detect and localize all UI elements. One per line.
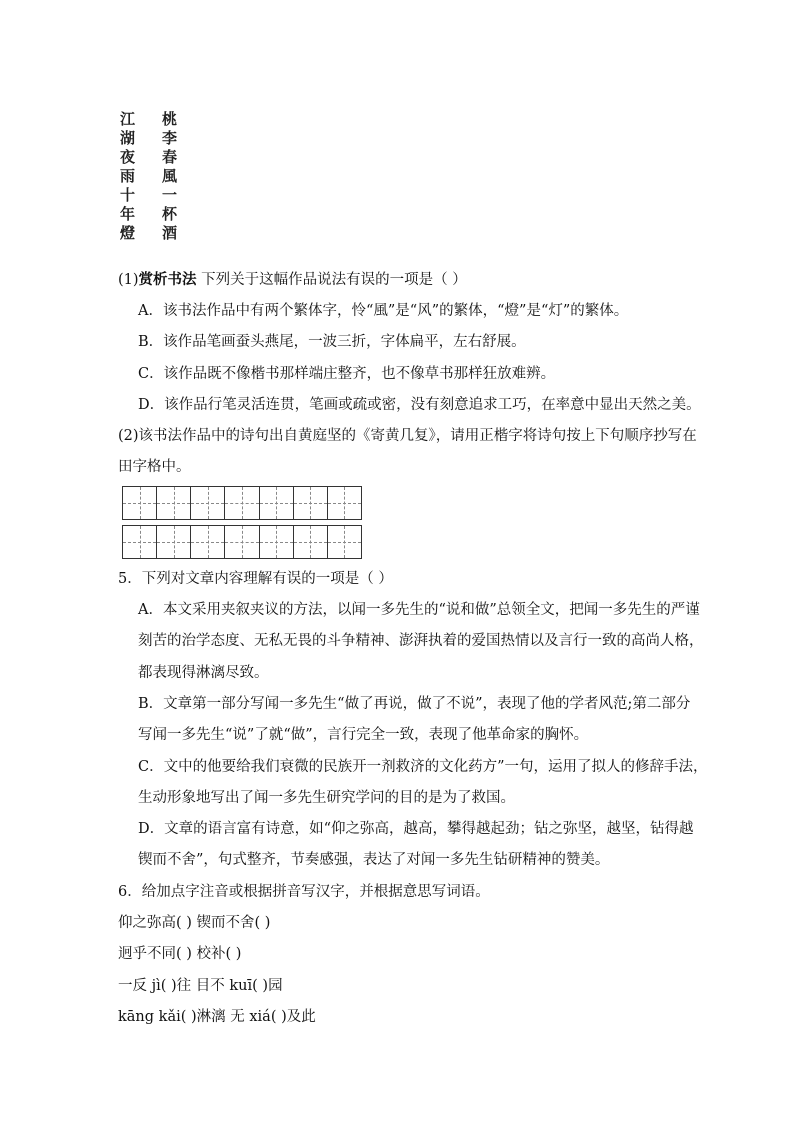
grid-cell[interactable] bbox=[191, 526, 225, 558]
option-c: C．该作品既不像楷书那样端庄整齐，也不像草书那样狂放难辨。 bbox=[138, 366, 556, 382]
question-5-title: 5．下列对文章内容理解有误的一项是（ ） bbox=[118, 571, 393, 587]
option-b: B．该作品笔画蚕头燕尾，一波三折，字体扁平，左右舒展。 bbox=[138, 334, 526, 350]
calligraphy-char: 年 bbox=[120, 205, 136, 223]
calligraphy-char: 桃 bbox=[162, 110, 178, 128]
question-4-2: (2)该书法作品中的诗句出自黄庭坚的《寄黄几复》，请用正楷字将诗句按上下句顺序抄写在 bbox=[118, 428, 697, 444]
calligraphy-artwork bbox=[120, 110, 135, 243]
question-4-2-cont: 田字格中。 bbox=[118, 459, 191, 475]
grid-cell[interactable] bbox=[294, 526, 328, 558]
q5-line: B．文章第一部分写闻一多先生“做了再说，做了不说”，表现了他的学者风范;第二部分 bbox=[138, 696, 691, 712]
calligraphy-char: 風 bbox=[162, 167, 178, 185]
grid-cell[interactable] bbox=[225, 487, 259, 519]
calligraphy-artwork-right bbox=[162, 110, 177, 243]
question-6-title: 6．给加点字注音或根据拼音写汉字，并根据意思写词语。 bbox=[118, 884, 490, 900]
question-number: (1) bbox=[118, 272, 139, 288]
q6-row[interactable]: 迥乎不同( ) 校补( ) bbox=[118, 946, 242, 962]
tianzige-grid-lower[interactable] bbox=[122, 525, 362, 559]
grid-cell[interactable] bbox=[225, 526, 259, 558]
q5-line: 都表现得淋漓尽致。 bbox=[138, 665, 269, 681]
q6-row[interactable]: kāng kǎi( )淋漓 无 xiá( )及此 bbox=[118, 1009, 316, 1025]
calligraphy-char: 夜 bbox=[120, 148, 136, 166]
q6-row[interactable]: 一反 jì( )往 目不 kuī( )园 bbox=[118, 978, 283, 994]
grid-cell[interactable] bbox=[191, 487, 225, 519]
grid-cell[interactable] bbox=[123, 487, 157, 519]
q6-row[interactable]: 仰之弥高( ) 锲而不舍( ) bbox=[118, 915, 271, 931]
tianzige-grid-upper[interactable] bbox=[122, 486, 362, 520]
calligraphy-char: 十 bbox=[120, 186, 136, 204]
calligraphy-char: 一 bbox=[162, 186, 178, 204]
calligraphy-char: 酒 bbox=[162, 224, 178, 242]
grid-cell[interactable] bbox=[123, 526, 157, 558]
grid-cell[interactable] bbox=[328, 487, 361, 519]
calligraphy-char: 江 bbox=[120, 110, 136, 128]
calligraphy-char: 杯 bbox=[162, 205, 178, 223]
calligraphy-char: 李 bbox=[162, 129, 178, 147]
q5-line: 写闻一多先生“说”了就“做”，言行完全一致，表现了他革命家的胸怀。 bbox=[138, 727, 589, 743]
question-bold-label: 赏析书法 bbox=[138, 271, 197, 288]
calligraphy-char: 春 bbox=[162, 148, 178, 166]
calligraphy-char: 雨 bbox=[120, 167, 136, 185]
grid-cell[interactable] bbox=[294, 487, 328, 519]
grid-cell[interactable] bbox=[157, 526, 191, 558]
calligraphy-char: 湖 bbox=[120, 129, 136, 147]
grid-cell[interactable] bbox=[328, 526, 361, 558]
question-4-1 bbox=[118, 270, 467, 290]
grid-cell[interactable] bbox=[157, 487, 191, 519]
q5-line: D．文章的语言富有诗意，如“仰之弥高，越高，攀得越起劲；钻之弥坚，越坚，钻得越 bbox=[138, 821, 694, 837]
question-text: 下列关于这幅作品说法有误的一项是（ ） bbox=[196, 272, 467, 288]
q5-line: 生动形象地写出了闻一多先生研究学问的目的是为了救国。 bbox=[138, 790, 515, 806]
q5-line: C．文中的他要给我们衰微的民族开一剂救济的文化药方”一句，运用了拟人的修辞手法， bbox=[138, 759, 708, 775]
q5-line: 刻苦的治学态度、无私无畏的斗争精神、澎湃执着的爱国热情以及言行一致的高尚人格， bbox=[138, 633, 704, 649]
q5-line: 锲而不舍”，句式整齐，节奏感强，表达了对闻一多先生钻研精神的赞美。 bbox=[138, 852, 610, 868]
grid-cell[interactable] bbox=[260, 487, 294, 519]
q5-line: A．本文采用夹叙夹议的方法，以闻一多先生的“说和做”总领全文，把闻一多先生的严谨 bbox=[138, 602, 700, 618]
grid-cell[interactable] bbox=[260, 526, 294, 558]
calligraphy-char: 燈 bbox=[120, 224, 136, 242]
option-a: A．该书法作品中有两个繁体字，怜“風”是“风”的繁体，“燈”是“灯”的繁体。 bbox=[138, 303, 629, 319]
option-d: D．该作品行笔灵活连贯，笔画或疏或密，没有刻意追求工巧，在率意中显出天然之美。 bbox=[138, 397, 701, 413]
